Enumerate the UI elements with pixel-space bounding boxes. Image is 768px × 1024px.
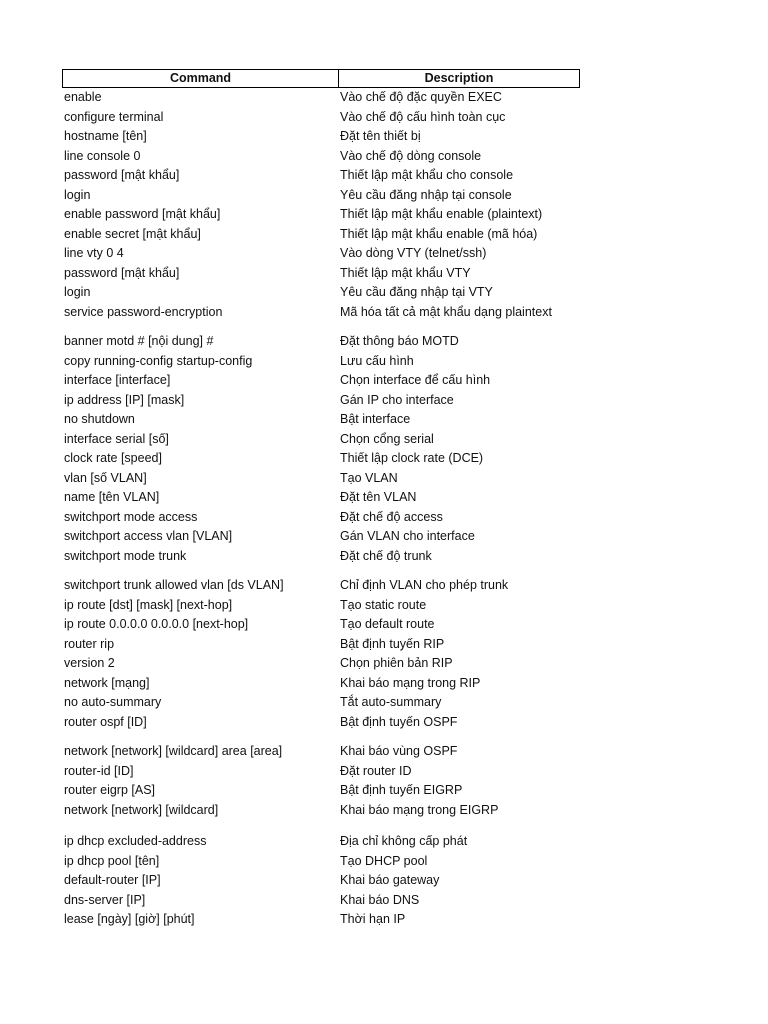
description-cell: Thiết lập clock rate (DCE) (340, 451, 484, 465)
command-cell: ip address [IP] [mask] (64, 392, 185, 407)
description-cell: Thiết lập mật khẩu enable (plaintext) (340, 207, 543, 221)
description-cell: Chọn cổng serial (340, 431, 434, 446)
command-cell: login (64, 187, 91, 202)
description-cell: Vào chế độ đặc quyền EXEC (340, 90, 502, 104)
table-row (0, 762, 768, 781)
table-row (0, 742, 768, 761)
description-cell: Thời hạn IP (340, 912, 406, 926)
command-cell: password [mật khẩu] (64, 265, 180, 280)
table-row (0, 693, 768, 712)
description-cell: Vào chế độ cấu hình toàn cục (340, 109, 506, 124)
table-row (0, 410, 768, 429)
description-cell: Vào dòng VTY (telnet/ssh) (340, 246, 487, 260)
table-row (0, 469, 768, 488)
description-cell: Bật định tuyến RIP (340, 636, 445, 651)
description-cell: Thiết lập mật khẩu cho console (340, 168, 514, 182)
table-row (0, 674, 768, 693)
description-cell: Đặt thông báo MOTD (340, 334, 459, 348)
command-cell: dns-server [IP] (64, 892, 146, 907)
description-cell: Khai báo gateway (340, 873, 440, 887)
description-cell: Tạo DHCP pool (340, 853, 428, 868)
description-cell: Bật interface (340, 412, 411, 426)
command-cell: enable password [mật khẩu] (64, 207, 221, 221)
command-cell: network [mạng] (64, 675, 150, 690)
description-cell: Đặt tên VLAN (340, 490, 417, 504)
command-cell: no shutdown (64, 412, 135, 426)
description-cell: Địa chỉ không cấp phát (340, 834, 468, 848)
table-row (0, 488, 768, 507)
table-row (0, 127, 768, 146)
table-row (0, 166, 768, 185)
table-row (0, 332, 768, 351)
table-row (0, 205, 768, 224)
description-cell: Khai báo vùng OSPF (340, 744, 458, 758)
description-cell: Đặt router ID (340, 763, 412, 778)
table-row (0, 147, 768, 166)
table-row (0, 244, 768, 263)
description-cell: Khai báo DNS (340, 892, 420, 907)
command-cell: switchport trunk allowed vlan [ds VLAN] (64, 578, 284, 592)
table-row (0, 852, 768, 871)
table-row (0, 596, 768, 615)
table-row (0, 508, 768, 527)
table-row (0, 527, 768, 546)
table-row (0, 88, 768, 107)
command-cell: line console 0 (64, 148, 141, 163)
table-row (0, 225, 768, 244)
command-column-header: Command (63, 70, 339, 87)
command-cell: network [network] [wildcard] area [area] (64, 744, 283, 758)
command-cell: switchport mode trunk (64, 548, 187, 563)
command-cell: ip dhcp pool [tên] (64, 853, 160, 868)
command-cell: switchport mode access (64, 509, 198, 524)
command-cell: version 2 (64, 656, 115, 670)
table-row (0, 635, 768, 654)
table-row (0, 781, 768, 800)
table-row (0, 871, 768, 890)
description-cell: Chỉ định VLAN cho phép trunk (340, 578, 509, 592)
description-cell: Tắt auto-summary (340, 695, 442, 709)
description-cell: Bật định tuyến EIGRP (340, 783, 463, 797)
command-cell: vlan [số VLAN] (64, 470, 147, 485)
table-row (0, 283, 768, 302)
description-cell: Chọn interface để cấu hình (340, 373, 491, 387)
table-row (0, 547, 768, 566)
table-row (0, 449, 768, 468)
description-cell: Yêu cầu đăng nhập tại VTY (340, 285, 493, 299)
table-row (0, 264, 768, 283)
table-row (0, 654, 768, 673)
table-row (0, 713, 768, 732)
description-cell: Gán IP cho interface (340, 392, 454, 407)
command-cell: interface serial [số] (64, 431, 169, 446)
command-cell: banner motd # [nội dung] # (64, 334, 214, 348)
table-row (0, 108, 768, 127)
command-cell: router eigrp [AS] (64, 783, 156, 797)
command-cell: clock rate [speed] (64, 451, 162, 465)
command-cell: router rip (64, 636, 115, 651)
command-cell: no auto-summary (64, 695, 162, 709)
command-cell: router-id [ID] (64, 763, 134, 778)
table-row (0, 891, 768, 910)
description-cell: Yêu cầu đăng nhập tại console (340, 187, 512, 202)
command-cell: default-router [IP] (64, 873, 161, 887)
command-cell: enable secret [mật khẩu] (64, 226, 201, 241)
command-cell: network [network] [wildcard] (64, 802, 219, 817)
command-cell: ip route [dst] [mask] [next-hop] (64, 597, 233, 612)
description-column-header: Description (424, 71, 494, 85)
description-cell: Tạo default route (340, 617, 435, 631)
command-cell: lease [ngày] [giờ] [phút] (64, 912, 195, 926)
description-cell: Thiết lập mật khẩu enable (mã hóa) (340, 226, 538, 241)
command-cell: interface [interface] (64, 373, 171, 387)
table-row (0, 391, 768, 410)
description-cell: Chọn phiên bản RIP (340, 656, 453, 670)
table-row (0, 801, 768, 820)
table-row (0, 430, 768, 449)
description-cell: Tạo VLAN (340, 470, 398, 485)
table-row (0, 910, 768, 929)
command-cell: configure terminal (64, 109, 164, 124)
description-cell: Bật định tuyến OSPF (340, 714, 458, 729)
command-cell: service password-encryption (64, 304, 223, 319)
table-row (0, 576, 768, 595)
table-row (0, 186, 768, 205)
table-row (0, 303, 768, 322)
description-cell: Vào chế độ dòng console (340, 148, 482, 163)
command-cell: switchport access vlan [VLAN] (64, 529, 233, 543)
command-cell: enable (64, 90, 102, 104)
command-cell: copy running-config startup-config (64, 353, 253, 368)
table-header (62, 69, 580, 88)
description-cell: Thiết lập mật khẩu VTY (340, 265, 471, 280)
command-cell: password [mật khẩu] (64, 168, 180, 182)
description-cell: Đặt tên thiết bị (340, 129, 421, 143)
table-row (0, 371, 768, 390)
description-cell: Khai báo mạng trong RIP (340, 675, 481, 690)
description-cell: Đặt chế độ access (340, 509, 443, 524)
table-row (0, 615, 768, 634)
description-cell: Tạo static route (340, 597, 427, 612)
description-cell: Lưu cấu hình (340, 353, 414, 368)
description-cell: Mã hóa tất cả mật khẩu dạng plaintext (340, 304, 552, 319)
description-cell: Khai báo mạng trong EIGRP (340, 802, 499, 817)
command-cell: hostname [tên] (64, 129, 147, 143)
table-row (0, 832, 768, 851)
description-cell: Đặt chế độ trunk (340, 548, 432, 563)
command-cell: name [tên VLAN] (64, 490, 160, 504)
command-cell: router ospf [ID] (64, 714, 147, 729)
command-cell: login (64, 285, 91, 299)
command-cell: line vty 0 4 (64, 246, 124, 260)
command-cell: ip dhcp excluded-address (64, 834, 207, 848)
table-row (0, 352, 768, 371)
command-cell: ip route 0.0.0.0 0.0.0.0 [next-hop] (64, 617, 249, 631)
description-cell: Gán VLAN cho interface (340, 529, 475, 543)
